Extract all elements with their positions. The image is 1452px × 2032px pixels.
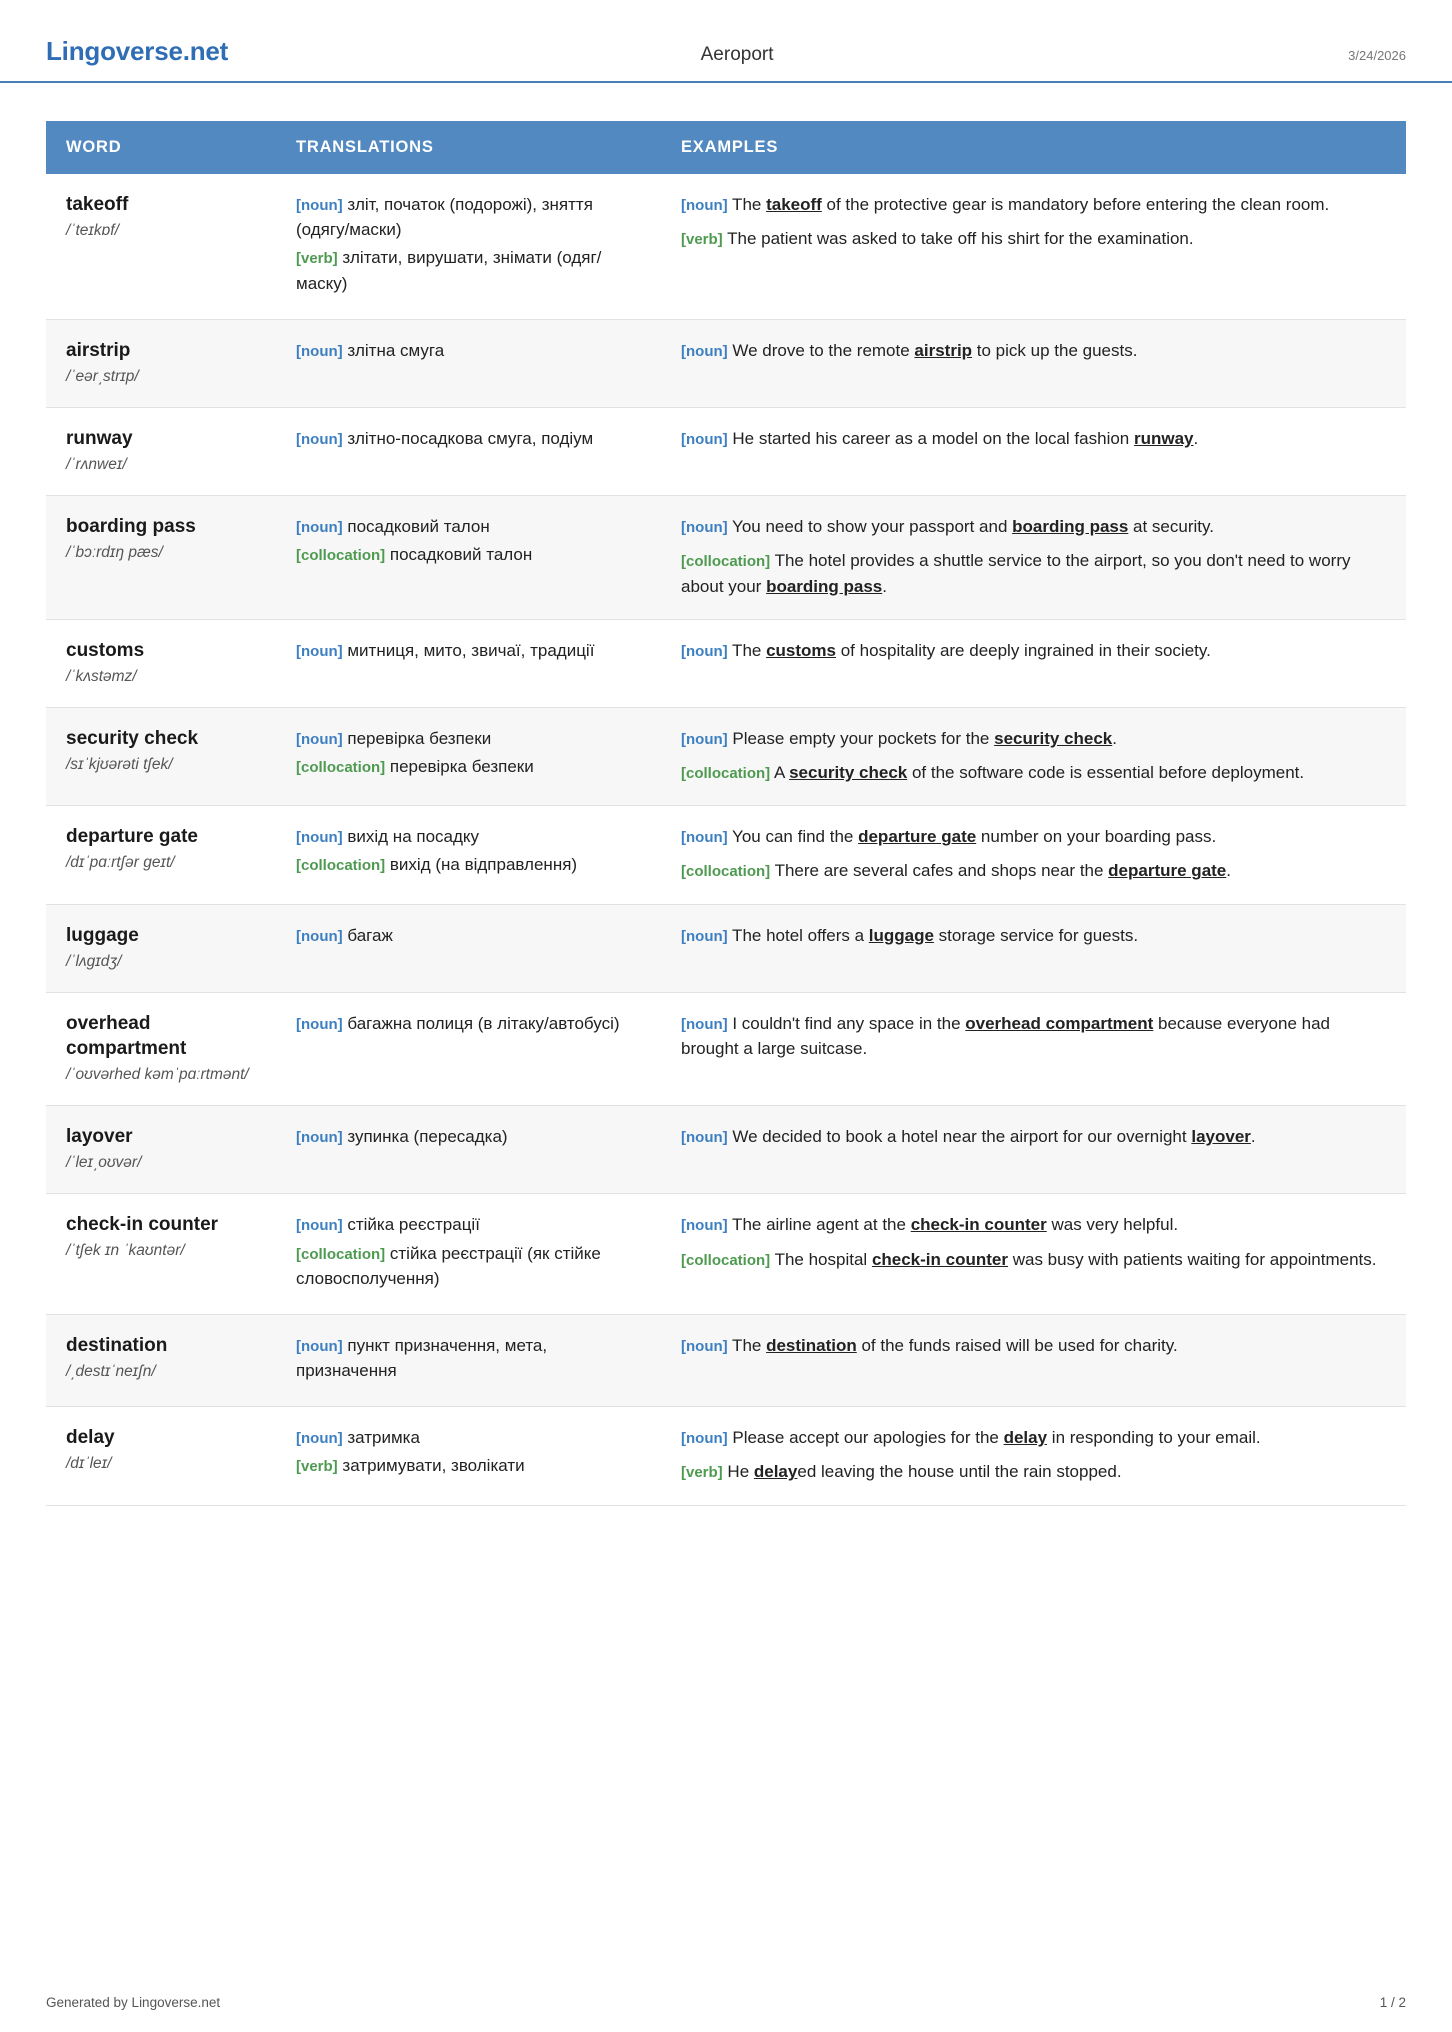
example-highlight: customs [766,640,836,660]
pos-tag: [noun] [681,1217,728,1235]
example-highlight: airstrip [914,340,973,360]
pos-tag: [noun] [681,519,728,537]
translation-text: зупинка (пересадка) [342,1127,508,1147]
word-pronunciation: /ˈrʌnweɪ/ [66,455,127,473]
word-term: departure gate [66,826,198,848]
translations-cell [276,319,661,407]
word-term: layover [66,1126,133,1148]
example-text-pre: You need to show your passport and [727,517,1013,537]
example-text-post: was very helpful. [1046,1215,1179,1235]
table-row [46,1314,1406,1406]
translation-line [296,1241,643,1291]
word-term: destination [66,1334,168,1356]
word-cell [46,1106,276,1194]
word-pronunciation: /͵destɪˈneɪʃn/ [66,1362,156,1380]
example-text-post: of hospitality are deeply ingrained in their society. [836,640,1211,660]
example-text-pre: He [722,1462,754,1482]
brand-logo: Lingoverse.net [46,36,229,66]
document-date: 3/24/2026 [1348,48,1406,63]
pos-tag: [noun] [681,430,728,448]
translation-text: перевірка безпеки [385,757,534,777]
table-row [46,992,1406,1105]
pos-tag: [noun] [681,1430,728,1448]
example-text-pre: Please empty your pockets for the [727,728,995,748]
pos-tag: [noun] [296,1217,343,1235]
example-text-post: number on your boarding pass. [976,827,1217,847]
translation-line [296,426,643,451]
pos-tag: [verb] [296,1458,338,1476]
pos-tag: [noun] [296,519,343,537]
translations-cell [276,1407,661,1505]
example-highlight: delay [753,1462,798,1482]
pos-tag: [collocation] [296,759,386,777]
examples-cell [661,992,1406,1105]
pos-tag: [noun] [296,730,343,748]
column-header-word: WORD [46,121,276,174]
pos-tag: [noun] [296,927,343,945]
example-text-pre: The airline agent at the [727,1215,911,1235]
examples-cell [661,1194,1406,1315]
examples-cell [661,806,1406,904]
example-text-post: of the software code is essential before deployment. [907,763,1305,783]
column-header-translations: TRANSLATIONS [276,121,661,174]
translations-cell [276,407,661,495]
example-text-pre: You can find the [727,827,859,847]
example-text-post: at security. [1128,517,1214,537]
examples-cell [661,619,1406,707]
word-cell [46,904,276,992]
pos-tag: [noun] [296,829,343,847]
example-text-post: . [1193,428,1199,448]
translation-text: митниця, мито, звичаї, традиції [342,640,595,660]
pos-tag: [verb] [681,1464,723,1482]
pos-tag: [noun] [296,197,343,214]
translation-line [296,338,643,363]
translation-text: зліт, початок (подорожі), зняття (одягу/маски) [296,195,593,240]
pos-tag: [verb] [681,231,723,249]
example-line [681,760,1388,785]
translations-cell [276,496,661,620]
translation-text: посадковий талон [342,517,490,537]
vocabulary-table-wrapper [0,83,1452,1506]
word-cell [46,707,276,805]
translation-text: багаж [342,925,393,945]
word-term: overhead compartment [66,1012,187,1059]
word-term: takeoff [66,194,129,215]
example-text-post: in responding to your email. [1047,1428,1261,1448]
table-row [46,496,1406,620]
example-text-post: . [882,576,887,596]
translation-text: перевірка безпеки [342,728,492,748]
pos-tag: [noun] [681,1337,728,1355]
example-line [681,514,1388,539]
example-text-post: because everyone had brought a large suitcase. [681,1013,1331,1059]
example-highlight: boarding pass [766,576,883,596]
example-text-pre: The [727,640,767,660]
example-highlight: security check [789,763,908,783]
translation-text: багажна полиця (в літаку/автобусі) [342,1013,620,1033]
pos-tag: [noun] [296,1337,343,1355]
vocabulary-table [46,121,1406,1506]
translations-cell [276,1106,661,1194]
pos-tag: [noun] [681,342,728,360]
translation-line [296,514,643,539]
translations-cell [276,707,661,805]
example-line [681,726,1388,751]
table-row [46,1407,1406,1505]
word-cell [46,174,276,319]
pos-tag: [collocation] [296,857,386,875]
examples-cell [661,707,1406,805]
translation-text: вихід на посадку [342,827,480,847]
table-row [46,806,1406,904]
word-cell [46,1314,276,1406]
column-header-examples: EXAMPLES [661,121,1406,174]
page-number: 1 / 2 [1379,1995,1406,2010]
table-row [46,174,1406,319]
translations-cell [276,904,661,992]
example-highlight: delay [1003,1428,1048,1448]
example-line [681,1425,1388,1450]
translation-text: стійка реєстрації [342,1215,480,1235]
word-pronunciation: /ˈoʊvərhed kəmˈpɑːrtmənt/ [66,1066,249,1083]
translation-line [296,638,643,663]
pos-tag: [collocation] [296,547,386,565]
page-footer [0,1995,1452,2010]
table-row [46,707,1406,805]
word-cell [46,1194,276,1315]
example-line [681,548,1388,598]
table-body [46,174,1406,1505]
word-pronunciation: /ˈleɪ͵oʊvər/ [66,1154,142,1172]
example-text-pre: We decided to book a hotel near the airport for our overnight [727,1127,1192,1147]
table-head [46,121,1406,174]
translation-text: вихід (на відправлення) [385,855,578,875]
table-row [46,319,1406,407]
example-line [681,923,1388,948]
word-cell [46,992,276,1105]
translations-cell [276,806,661,904]
word-pronunciation: /ˈlʌɡɪdʒ/ [66,952,122,970]
translations-cell [276,174,661,319]
example-line [681,1011,1388,1061]
example-text-post: to pick up the guests. [972,340,1138,360]
example-highlight: layover [1191,1127,1251,1147]
example-text-pre: There are several cafes and shops near the [770,861,1109,881]
examples-cell [661,319,1406,407]
translation-line [296,754,643,779]
word-term: airstrip [66,339,131,361]
translation-text: злітати, вирушати, знімати (одяг/маску) [296,248,602,293]
translation-line [296,824,643,849]
pos-tag: [collocation] [681,863,771,881]
translation-text: злітно-посадкова смуга, подіум [342,428,594,448]
example-line [681,1333,1388,1358]
table-row [46,407,1406,495]
example-text-pre: The hospital [770,1249,872,1269]
translation-line [296,192,643,242]
example-text-post: . [1112,728,1117,748]
word-cell [46,496,276,620]
example-text-pre: He started his career as a model on the local fashion [727,428,1134,448]
pos-tag: [noun] [681,1015,728,1033]
example-line [681,1247,1388,1272]
word-term: check-in counter [66,1214,219,1236]
translation-text: затримка [342,1428,420,1448]
pos-tag: [noun] [681,642,728,660]
translation-line [296,726,643,751]
example-text-post: of the funds raised will be used for charity. [856,1335,1178,1355]
example-highlight: departure gate [858,827,977,847]
examples-cell [661,904,1406,992]
example-highlight: departure gate [1108,861,1227,881]
word-term: runway [66,427,133,449]
pos-tag: [collocation] [296,1245,386,1263]
example-line [681,824,1388,849]
example-highlight: check-in counter [910,1215,1047,1235]
pos-tag: [noun] [681,829,728,847]
example-text-pre: A [770,763,790,783]
table-row [46,1194,1406,1315]
translation-text: затримувати, зволікати [337,1456,525,1476]
translation-line [296,1124,643,1149]
example-highlight: overhead compartment [965,1013,1154,1033]
example-line [681,192,1388,217]
example-line [681,426,1388,451]
example-text-pre: Please accept our apologies for the [727,1428,1004,1448]
word-pronunciation: /dɪˈpɑːrtʃər ɡeɪt/ [66,854,175,872]
word-cell [46,319,276,407]
pos-tag: [collocation] [681,765,771,783]
translation-line [296,1333,643,1383]
example-text-pre: We drove to the remote [727,340,915,360]
translation-line [296,1453,643,1478]
example-text-pre: The [727,195,767,214]
example-line [681,226,1388,251]
example-text-post: . [1226,861,1231,881]
example-line [681,638,1388,663]
word-term: boarding pass [66,516,196,538]
example-line [681,1459,1388,1484]
example-highlight: check-in counter [871,1249,1008,1269]
page-title: Aeroport [700,44,774,65]
word-term: luggage [66,924,139,946]
word-cell [46,619,276,707]
word-pronunciation: /sɪˈkjʊərəti tʃek/ [66,755,173,773]
word-pronunciation: /ˈkʌstəmz/ [66,667,137,685]
pos-tag: [noun] [681,730,728,748]
pos-tag: [collocation] [681,1251,771,1269]
table-row [46,904,1406,992]
pos-tag: [noun] [296,342,343,360]
pos-tag: [noun] [681,1129,728,1147]
example-text-post: . [1250,1127,1256,1147]
translations-cell [276,992,661,1105]
pos-tag: [noun] [681,197,728,214]
translation-text: посадковий талон [385,545,533,565]
translation-line [296,245,643,295]
example-text-pre: The hotel offers a [727,925,869,945]
example-highlight: luggage [868,925,934,945]
word-pronunciation: /dɪˈleɪ/ [66,1455,112,1473]
word-term: customs [66,639,145,661]
translations-cell [276,1314,661,1406]
word-term: delay [66,1427,115,1449]
word-cell [46,407,276,495]
translation-line [296,852,643,877]
example-text-post: was busy with patients waiting for appointments. [1007,1249,1377,1269]
translation-text: злітна смуга [342,340,445,360]
example-highlight: runway [1133,428,1194,448]
translation-line [296,542,643,567]
translations-cell [276,1194,661,1315]
word-pronunciation: /ˈeər͵strɪp/ [66,367,139,385]
example-text-pre: The patient was asked to take off his shirt for the examination. [722,229,1194,249]
word-pronunciation: /ˈteɪkɒf/ [66,222,119,240]
examples-cell [661,407,1406,495]
pos-tag: [noun] [296,1015,343,1033]
word-cell [46,1407,276,1505]
translation-text: пункт призначення, мета, призначення [296,1335,548,1381]
translation-line [296,1011,643,1036]
pos-tag: [noun] [296,430,343,448]
examples-cell [661,496,1406,620]
pos-tag: [noun] [296,642,343,660]
word-cell [46,806,276,904]
page-header [0,0,1452,83]
examples-cell [661,1407,1406,1505]
example-highlight: takeoff [766,195,822,214]
example-line [681,1124,1388,1149]
example-text-post: of the protective gear is mandatory before entering the clean room. [821,195,1330,214]
pos-tag: [noun] [296,1430,343,1448]
table-header-row [46,121,1406,174]
examples-cell [661,174,1406,319]
example-text-post: ed leaving the house until the rain stopped. [797,1462,1122,1482]
example-text-post: storage service for guests. [933,925,1139,945]
word-term: security check [66,727,199,749]
table-row [46,1106,1406,1194]
example-highlight: destination [766,1335,857,1355]
example-highlight: boarding pass [1012,517,1129,537]
pos-tag: [collocation] [681,553,771,571]
example-line [681,858,1388,883]
pos-tag: [noun] [681,927,728,945]
translation-line [296,1212,643,1237]
word-pronunciation: /ˈbɔːrdɪŋ pæs/ [66,544,163,562]
example-line [681,1212,1388,1237]
example-text-pre: The [727,1335,767,1355]
translation-text: стійка реєстрації (як стійке словосполучення) [296,1243,601,1288]
example-line [681,338,1388,363]
example-highlight: security check [994,728,1113,748]
example-text-pre: I couldn't find any space in the [727,1013,966,1033]
footer-credit: Generated by Lingoverse.net [46,1995,221,2010]
examples-cell [661,1314,1406,1406]
examples-cell [661,1106,1406,1194]
translation-line [296,923,643,948]
example-text-pre: The hotel provides a shuttle service to the airport, so you don't need to worry about your [681,551,1351,596]
pos-tag: [noun] [296,1129,343,1147]
table-row [46,619,1406,707]
pos-tag: [verb] [296,250,338,268]
translation-line [296,1425,643,1450]
translations-cell [276,619,661,707]
word-pronunciation: /ˈtʃek ɪn ˈkaʊntər/ [66,1242,185,1260]
